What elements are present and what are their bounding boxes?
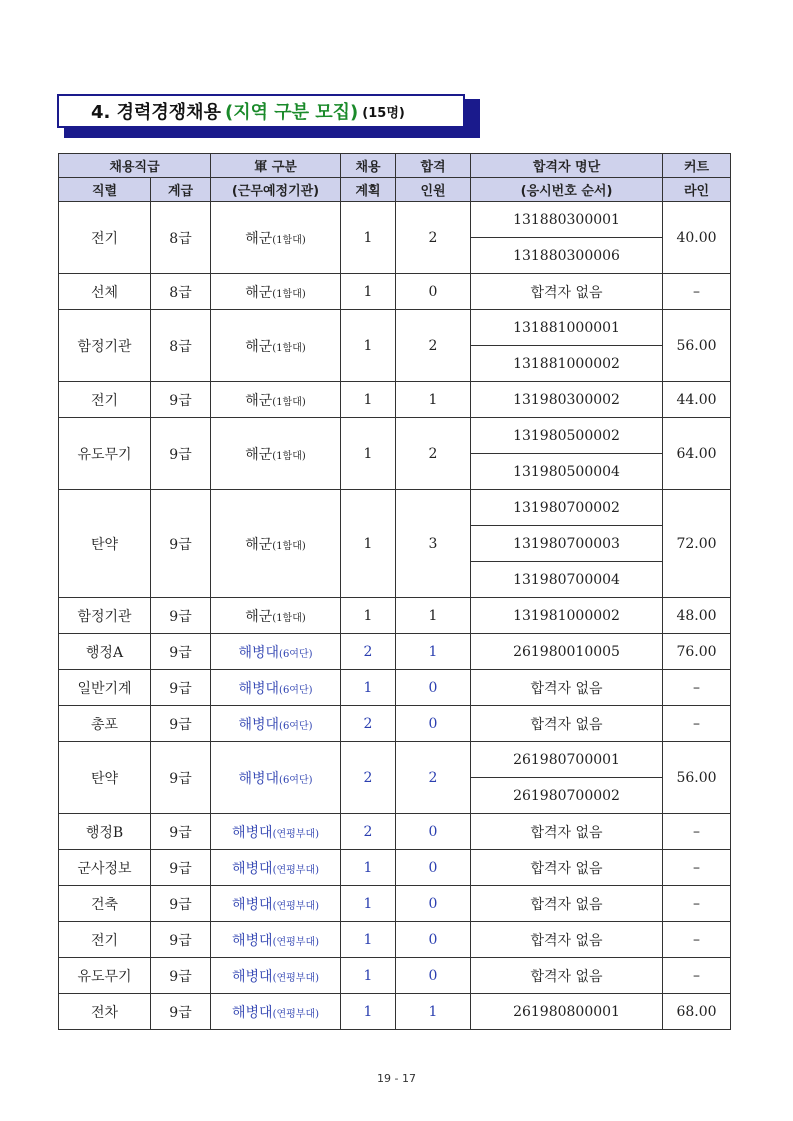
cell-cutline: 64.00 bbox=[663, 418, 731, 490]
cell-pass: 0 bbox=[396, 274, 471, 310]
cell-plan: 1 bbox=[341, 994, 396, 1030]
table-row bbox=[59, 310, 731, 346]
cell-unit bbox=[211, 814, 341, 850]
cell-series: 전차 bbox=[59, 994, 151, 1030]
unit-name: 해병대 bbox=[232, 860, 273, 877]
cell-pass: 3 bbox=[396, 490, 471, 598]
cell-grade: 9급 bbox=[151, 706, 211, 742]
cell-unit bbox=[211, 490, 341, 598]
cell-series: 행정B bbox=[59, 814, 151, 850]
header-passers-top: 합격자 명단 bbox=[471, 154, 663, 178]
cell-plan: 2 bbox=[341, 706, 396, 742]
unit-name: 해병대 bbox=[238, 680, 280, 697]
cell-plan: 1 bbox=[341, 382, 396, 418]
unit-name: 해병대 bbox=[232, 896, 273, 913]
unit-detail: (6여단) bbox=[279, 774, 313, 786]
header-plan-top: 채용 bbox=[341, 154, 396, 178]
cell-grade: 9급 bbox=[151, 670, 211, 706]
cell-series: 건축 bbox=[59, 886, 151, 922]
header-army-sub: (근무예정기관) bbox=[211, 178, 341, 202]
unit-detail: (연평부대) bbox=[272, 1008, 320, 1020]
cell-exam-number: 131980300002 bbox=[471, 382, 663, 418]
unit-name: 해병대 bbox=[232, 824, 273, 841]
cell-grade: 9급 bbox=[151, 634, 211, 670]
cell-exam-number: 131980500002 bbox=[471, 418, 663, 454]
cell-cutline: – bbox=[663, 814, 731, 850]
cell-unit bbox=[211, 958, 341, 994]
unit-detail: (1함대) bbox=[272, 234, 306, 246]
cell-plan: 2 bbox=[341, 742, 396, 814]
cell-pass: 0 bbox=[396, 814, 471, 850]
cell-series: 일반기계 bbox=[59, 670, 151, 706]
section-title bbox=[57, 94, 465, 128]
cell-exam-number: 261980700001 bbox=[471, 742, 663, 778]
cell-pass: 2 bbox=[396, 310, 471, 382]
cell-cutline: 68.00 bbox=[663, 994, 731, 1030]
table-row bbox=[59, 922, 731, 958]
cell-unit bbox=[211, 706, 341, 742]
cell-cutline: 72.00 bbox=[663, 490, 731, 598]
unit-name: 해군 bbox=[245, 392, 273, 409]
cell-cutline: 48.00 bbox=[663, 598, 731, 634]
unit-name: 해군 bbox=[245, 536, 273, 553]
unit-detail: (1함대) bbox=[272, 288, 306, 300]
cell-exam-number: 합격자 없음 bbox=[471, 670, 663, 706]
header-cut-bottom: 라인 bbox=[663, 178, 731, 202]
cell-unit bbox=[211, 382, 341, 418]
unit-detail: (1함대) bbox=[272, 540, 306, 552]
header-plan-bottom: 계획 bbox=[341, 178, 396, 202]
cell-grade: 9급 bbox=[151, 418, 211, 490]
cell-exam-number: 131980700003 bbox=[471, 526, 663, 562]
cell-unit bbox=[211, 202, 341, 274]
cell-cutline: 56.00 bbox=[663, 310, 731, 382]
cell-exam-number: 131881000002 bbox=[471, 346, 663, 382]
table-row bbox=[59, 994, 731, 1030]
cell-grade: 9급 bbox=[151, 598, 211, 634]
page-number: 19 - 17 bbox=[377, 1072, 416, 1085]
cell-series: 함정기관 bbox=[59, 598, 151, 634]
cell-cutline: – bbox=[663, 922, 731, 958]
unit-detail: (6여단) bbox=[279, 648, 313, 660]
cell-exam-number: 합격자 없음 bbox=[471, 922, 663, 958]
section-title-count: (15명) bbox=[362, 105, 405, 121]
cell-cutline: 76.00 bbox=[663, 634, 731, 670]
cell-grade: 9급 bbox=[151, 922, 211, 958]
cell-exam-number: 합격자 없음 bbox=[471, 850, 663, 886]
cell-unit bbox=[211, 598, 341, 634]
cell-grade: 9급 bbox=[151, 994, 211, 1030]
cell-cutline: – bbox=[663, 706, 731, 742]
cell-pass: 0 bbox=[396, 958, 471, 994]
cell-plan: 1 bbox=[341, 958, 396, 994]
table-row bbox=[59, 706, 731, 742]
header-pass-top: 합격 bbox=[396, 154, 471, 178]
cell-unit bbox=[211, 850, 341, 886]
recruitment-results-table bbox=[58, 153, 731, 1030]
cell-series: 행정A bbox=[59, 634, 151, 670]
table-row bbox=[59, 274, 731, 310]
header-passers-bottom: (응시번호 순서) bbox=[471, 178, 663, 202]
cell-pass: 2 bbox=[396, 418, 471, 490]
cell-exam-number: 131980500004 bbox=[471, 454, 663, 490]
unit-name: 해군 bbox=[245, 608, 273, 625]
cell-grade: 9급 bbox=[151, 958, 211, 994]
cell-pass: 1 bbox=[396, 634, 471, 670]
cell-exam-number: 합격자 없음 bbox=[471, 958, 663, 994]
cell-series: 전기 bbox=[59, 382, 151, 418]
cell-exam-number: 261980700002 bbox=[471, 778, 663, 814]
cell-exam-number: 261980010005 bbox=[471, 634, 663, 670]
cell-pass: 1 bbox=[396, 994, 471, 1030]
cell-unit bbox=[211, 418, 341, 490]
unit-name: 해병대 bbox=[238, 644, 280, 661]
unit-detail: (연평부대) bbox=[272, 900, 320, 912]
table-body bbox=[59, 202, 731, 1030]
unit-detail: (연평부대) bbox=[272, 936, 320, 948]
unit-detail: (1함대) bbox=[272, 612, 306, 624]
unit-name: 해병대 bbox=[238, 716, 280, 733]
cell-exam-number: 131881000001 bbox=[471, 310, 663, 346]
unit-name: 해군 bbox=[245, 230, 273, 247]
cell-cutline: – bbox=[663, 274, 731, 310]
cell-plan: 1 bbox=[341, 598, 396, 634]
cell-grade: 9급 bbox=[151, 850, 211, 886]
cell-exam-number: 합격자 없음 bbox=[471, 274, 663, 310]
unit-detail: (연평부대) bbox=[272, 864, 320, 876]
cell-exam-number: 131880300001 bbox=[471, 202, 663, 238]
cell-series: 총포 bbox=[59, 706, 151, 742]
unit-name: 해병대 bbox=[232, 1004, 273, 1021]
table-row bbox=[59, 814, 731, 850]
cell-pass: 0 bbox=[396, 706, 471, 742]
cell-series: 전기 bbox=[59, 922, 151, 958]
table-row bbox=[59, 490, 731, 526]
table-row bbox=[59, 598, 731, 634]
table-row bbox=[59, 850, 731, 886]
cell-series: 유도무기 bbox=[59, 958, 151, 994]
unit-name: 해군 bbox=[245, 446, 273, 463]
cell-cutline: – bbox=[663, 850, 731, 886]
cell-grade: 8급 bbox=[151, 310, 211, 382]
cell-unit bbox=[211, 634, 341, 670]
cell-unit bbox=[211, 310, 341, 382]
unit-detail: (연평부대) bbox=[272, 972, 320, 984]
unit-detail: (연평부대) bbox=[272, 828, 320, 840]
unit-detail: (1함대) bbox=[272, 396, 306, 408]
cell-plan: 2 bbox=[341, 814, 396, 850]
cell-exam-number: 131980700002 bbox=[471, 490, 663, 526]
table-row bbox=[59, 418, 731, 454]
cell-pass: 1 bbox=[396, 382, 471, 418]
cell-exam-number: 261980800001 bbox=[471, 994, 663, 1030]
cell-pass: 0 bbox=[396, 850, 471, 886]
unit-detail: (1함대) bbox=[272, 450, 306, 462]
cell-unit bbox=[211, 922, 341, 958]
cell-series: 탄약 bbox=[59, 490, 151, 598]
cell-pass: 0 bbox=[396, 886, 471, 922]
cell-plan: 1 bbox=[341, 922, 396, 958]
cell-plan: 1 bbox=[341, 886, 396, 922]
table-row bbox=[59, 202, 731, 238]
cell-plan: 1 bbox=[341, 490, 396, 598]
cell-unit bbox=[211, 670, 341, 706]
cell-cutline: – bbox=[663, 886, 731, 922]
cell-plan: 1 bbox=[341, 418, 396, 490]
cell-exam-number: 합격자 없음 bbox=[471, 814, 663, 850]
cell-series: 유도무기 bbox=[59, 418, 151, 490]
cell-series: 전기 bbox=[59, 202, 151, 274]
table-row bbox=[59, 742, 731, 778]
header-grade: 계급 bbox=[151, 178, 211, 202]
cell-pass: 2 bbox=[396, 202, 471, 274]
cell-exam-number: 합격자 없음 bbox=[471, 886, 663, 922]
cell-pass: 0 bbox=[396, 670, 471, 706]
cell-exam-number: 합격자 없음 bbox=[471, 706, 663, 742]
cell-plan: 1 bbox=[341, 202, 396, 274]
section-title-main: 4. 경력경쟁채용 bbox=[91, 102, 221, 123]
cell-series: 군사정보 bbox=[59, 850, 151, 886]
table-row bbox=[59, 886, 731, 922]
unit-name: 해병대 bbox=[238, 770, 280, 787]
table-row bbox=[59, 634, 731, 670]
cell-plan: 1 bbox=[341, 274, 396, 310]
header-pass-bottom: 인원 bbox=[396, 178, 471, 202]
header-cut-top: 커트 bbox=[663, 154, 731, 178]
table-row bbox=[59, 382, 731, 418]
cell-plan: 1 bbox=[341, 850, 396, 886]
cell-cutline: 40.00 bbox=[663, 202, 731, 274]
cell-unit bbox=[211, 886, 341, 922]
cell-exam-number: 131981000002 bbox=[471, 598, 663, 634]
cell-pass: 2 bbox=[396, 742, 471, 814]
cell-grade: 8급 bbox=[151, 274, 211, 310]
cell-grade: 9급 bbox=[151, 814, 211, 850]
cell-unit bbox=[211, 274, 341, 310]
cell-unit bbox=[211, 994, 341, 1030]
unit-detail: (6여단) bbox=[279, 720, 313, 732]
unit-name: 해군 bbox=[245, 338, 273, 355]
cell-plan: 1 bbox=[341, 670, 396, 706]
table-row bbox=[59, 670, 731, 706]
cell-grade: 8급 bbox=[151, 202, 211, 274]
unit-detail: (6여단) bbox=[279, 684, 313, 696]
section-title-highlight: (지역 구분 모집) bbox=[224, 102, 359, 123]
header-series: 직렬 bbox=[59, 178, 151, 202]
cell-cutline: – bbox=[663, 670, 731, 706]
cell-pass: 0 bbox=[396, 922, 471, 958]
cell-series: 함정기관 bbox=[59, 310, 151, 382]
cell-cutline: 44.00 bbox=[663, 382, 731, 418]
cell-grade: 9급 bbox=[151, 886, 211, 922]
unit-detail: (1함대) bbox=[272, 342, 306, 354]
cell-cutline: 56.00 bbox=[663, 742, 731, 814]
cell-plan: 1 bbox=[341, 310, 396, 382]
unit-name: 해병대 bbox=[232, 968, 273, 985]
unit-name: 해병대 bbox=[232, 932, 273, 949]
cell-exam-number: 131880300006 bbox=[471, 238, 663, 274]
cell-pass: 1 bbox=[396, 598, 471, 634]
cell-grade: 9급 bbox=[151, 742, 211, 814]
unit-name: 해군 bbox=[245, 284, 273, 301]
cell-series: 선체 bbox=[59, 274, 151, 310]
header-army: 軍 구분 bbox=[211, 154, 341, 178]
header-recruit-grade: 채용직급 bbox=[59, 154, 211, 178]
cell-exam-number: 131980700004 bbox=[471, 562, 663, 598]
cell-plan: 2 bbox=[341, 634, 396, 670]
table-row bbox=[59, 958, 731, 994]
cell-grade: 9급 bbox=[151, 382, 211, 418]
cell-unit bbox=[211, 742, 341, 814]
cell-grade: 9급 bbox=[151, 490, 211, 598]
cell-series: 탄약 bbox=[59, 742, 151, 814]
cell-cutline: – bbox=[663, 958, 731, 994]
